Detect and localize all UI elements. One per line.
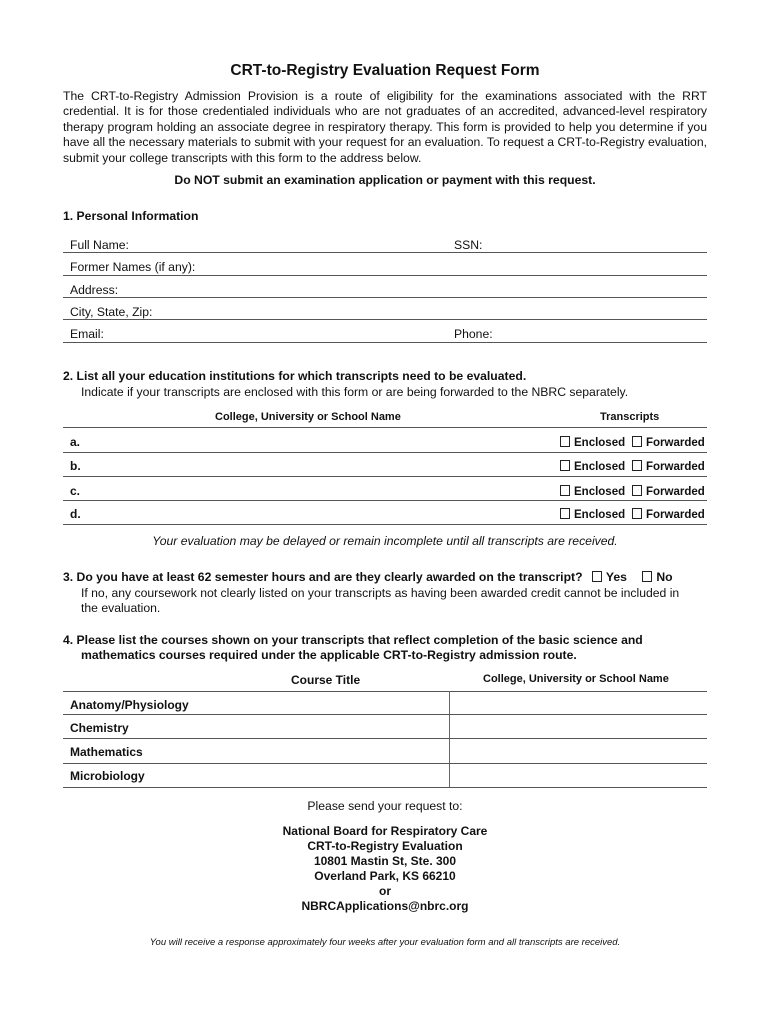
course-row-label: Microbiology bbox=[70, 769, 145, 783]
course-row-field[interactable] bbox=[63, 738, 707, 739]
checkbox-icon bbox=[560, 436, 570, 447]
checkbox-icon bbox=[632, 436, 642, 447]
no-checkbox[interactable]: No bbox=[642, 570, 672, 584]
course-school-column-header: College, University or School Name bbox=[483, 673, 669, 685]
checkbox-icon bbox=[560, 508, 570, 519]
checkbox-icon bbox=[592, 571, 602, 582]
enclosed-checkbox[interactable]: Enclosed bbox=[560, 436, 625, 449]
ssn-label: SSN: bbox=[454, 238, 483, 252]
course-row-field[interactable] bbox=[63, 763, 707, 764]
forwarded-checkbox[interactable]: Forwarded bbox=[632, 460, 705, 473]
contact-email[interactable]: NBRCApplications@nbrc.org bbox=[301, 899, 469, 913]
intro-paragraph: The CRT-to-Registry Admission Provision is a route of eligibility for the examinations associated with the RRT credential. It is for those credentialed individuals who are not graduates of an accredited, advanced-level respiratory therapy program holding an associate degree in respiratory therapy. This form is provided to help you determine if you have all the necessary materials to submit with your request for an evaluation. To request a CRT-to-Registry evaluation, submit your college transcripts with this form to the address below. bbox=[63, 89, 707, 165]
page-title: CRT-to-Registry Evaluation Request Form bbox=[230, 62, 540, 79]
city-state-zip-field[interactable] bbox=[63, 319, 707, 320]
column-divider bbox=[449, 691, 450, 788]
section-4-heading-2: mathematics courses required under the applicable CRT-to-Registry admission route. bbox=[81, 648, 577, 662]
city-state-zip: Overland Park, KS 66210 bbox=[314, 869, 456, 883]
checkbox-icon bbox=[642, 571, 652, 582]
forwarded-checkbox[interactable]: Forwarded bbox=[632, 485, 705, 498]
forwarded-checkbox[interactable]: Forwarded bbox=[632, 508, 705, 521]
full-name-field[interactable] bbox=[63, 252, 707, 253]
section-2-subtext: Indicate if your transcripts are enclosed with this form or are being forwarded to the NBRC separately. bbox=[81, 385, 629, 399]
enclosed-checkbox[interactable]: Enclosed bbox=[560, 508, 625, 521]
email-label: Email: bbox=[70, 327, 104, 341]
checkbox-icon bbox=[560, 485, 570, 496]
course-row-label: Chemistry bbox=[70, 721, 129, 735]
course-row-field[interactable] bbox=[63, 714, 707, 715]
former-names-field[interactable] bbox=[63, 275, 707, 276]
transcripts-note: Your evaluation may be delayed or remain incomplete until all transcripts are received. bbox=[152, 534, 618, 548]
school-column-header: College, University or School Name bbox=[215, 411, 401, 423]
course-row-label: Anatomy/Physiology bbox=[70, 698, 189, 712]
section-3-subtext-1: If no, any coursework not clearly listed on your transcripts as having been awarded credit cannot be included in bbox=[81, 586, 680, 600]
checkbox-icon bbox=[560, 460, 570, 471]
row-label: c. bbox=[70, 484, 81, 498]
table-divider bbox=[63, 691, 707, 692]
checkbox-icon bbox=[632, 460, 642, 471]
section-2-heading: 2. List all your education institutions for which transcripts need to be evaluated. bbox=[63, 369, 527, 383]
footer-note: You will receive a response approximately four weeks after your evaluation form and all transcripts are received. bbox=[149, 937, 621, 948]
section-3-question: 3. Do you have at least 62 semester hours and are they clearly awarded on the transcript? Yes No bbox=[63, 570, 673, 584]
course-row-label: Mathematics bbox=[70, 745, 143, 759]
row-label: b. bbox=[70, 459, 81, 473]
yes-checkbox[interactable]: Yes bbox=[592, 570, 627, 584]
checkbox-icon bbox=[632, 508, 642, 519]
table-divider bbox=[63, 427, 707, 428]
send-to-label: Please send your request to: bbox=[307, 799, 463, 813]
enclosed-checkbox[interactable]: Enclosed bbox=[560, 460, 625, 473]
address-field[interactable] bbox=[63, 297, 707, 298]
row-label: d. bbox=[70, 507, 81, 521]
enclosed-checkbox[interactable]: Enclosed bbox=[560, 485, 625, 498]
institution-name-field[interactable] bbox=[63, 500, 707, 501]
transcripts-column-header: Transcripts bbox=[600, 411, 660, 423]
section-3-subtext-2: the evaluation. bbox=[81, 601, 161, 615]
checkbox-icon bbox=[632, 485, 642, 496]
former-names-label: Former Names (if any): bbox=[70, 260, 196, 274]
institution-name-field[interactable] bbox=[63, 452, 707, 453]
street-address: 10801 Mastin St, Ste. 300 bbox=[313, 854, 457, 868]
or-text: or bbox=[379, 884, 391, 898]
submission-notice: Do NOT submit an examination application or payment with this request. bbox=[174, 173, 596, 187]
row-label: a. bbox=[70, 435, 81, 449]
forwarded-checkbox[interactable]: Forwarded bbox=[632, 436, 705, 449]
address-label: Address: bbox=[70, 283, 119, 297]
section-1-heading: 1. Personal Information bbox=[63, 209, 199, 223]
course-row-field[interactable] bbox=[63, 787, 707, 788]
org-name: National Board for Respiratory Care bbox=[282, 824, 488, 838]
email-field[interactable] bbox=[63, 342, 707, 343]
full-name-label: Full Name: bbox=[70, 238, 129, 252]
phone-label: Phone: bbox=[454, 327, 493, 341]
city-state-zip-label: City, State, Zip: bbox=[70, 305, 153, 319]
institution-name-field[interactable] bbox=[63, 524, 707, 525]
course-title-column-header: Course Title bbox=[291, 673, 361, 687]
section-4-heading-1: 4. Please list the courses shown on your transcripts that reflect completion of the basic science and bbox=[63, 633, 643, 647]
dept-name: CRT-to-Registry Evaluation bbox=[307, 839, 463, 853]
institution-name-field[interactable] bbox=[63, 476, 707, 477]
